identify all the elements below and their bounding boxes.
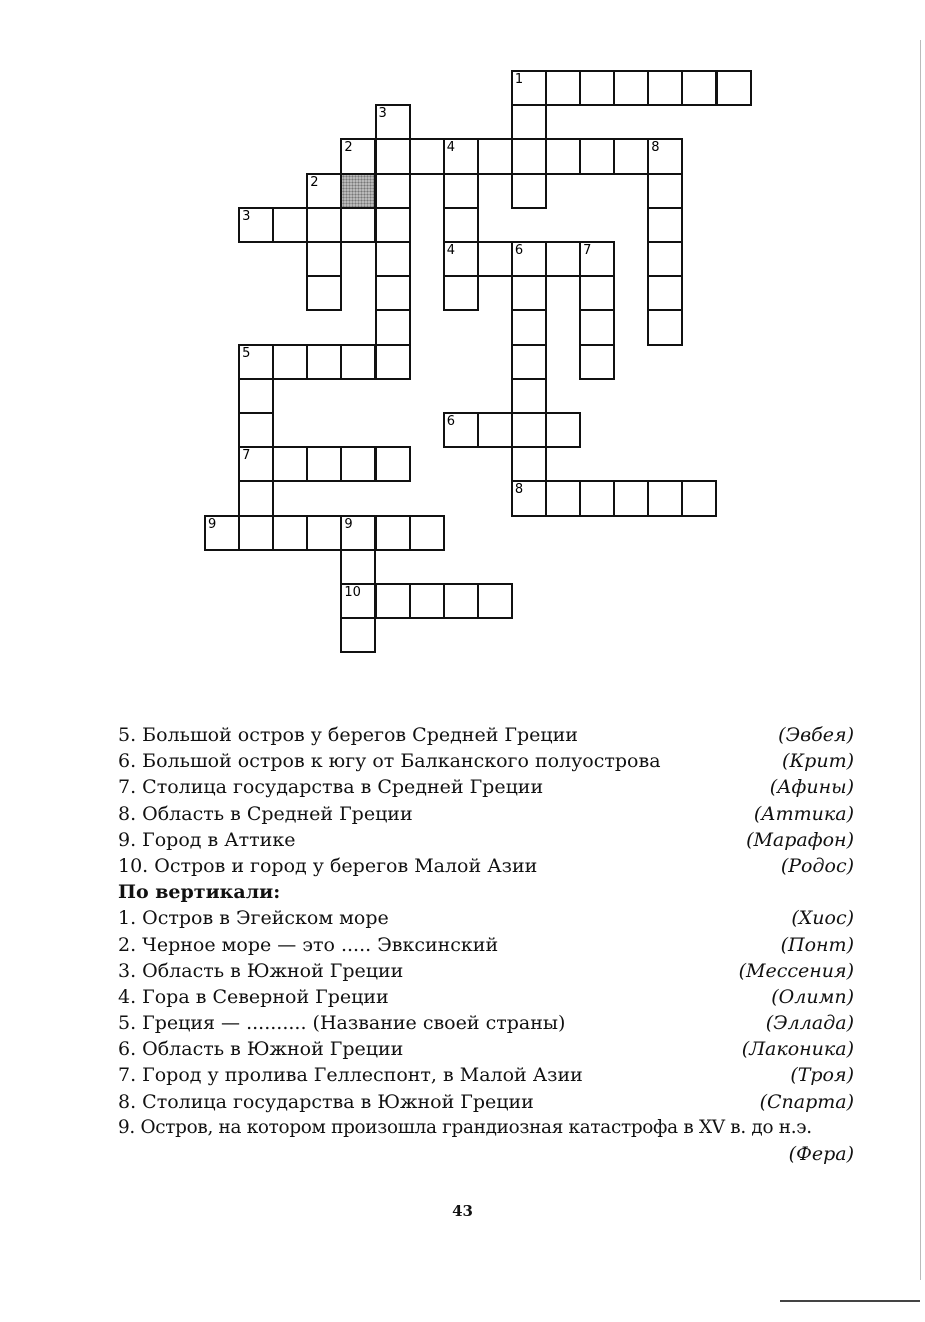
grid-cell <box>579 480 615 516</box>
clue-text: 1. Остров в Эгейском море <box>118 907 389 930</box>
grid-cell <box>340 446 376 482</box>
clue-text: 3. Область в Южной Греции <box>118 959 404 982</box>
grid-cell <box>443 583 479 619</box>
grid-cell <box>340 207 376 243</box>
grid-cell <box>443 207 479 243</box>
grid-cell <box>511 480 547 516</box>
grid-cell <box>579 275 615 311</box>
shaded-cell <box>340 173 376 209</box>
grid-cell <box>511 104 547 140</box>
grid-cell <box>340 138 376 174</box>
grid-cell <box>238 480 274 516</box>
grid-cell <box>613 138 649 174</box>
grid-cell <box>477 241 513 277</box>
clue-number: 8 <box>651 140 660 156</box>
grid-cell <box>238 344 274 380</box>
clue-across-8 <box>118 801 858 827</box>
clue-text: 6. Большой остров к югу от Балканского полуострова <box>118 750 661 773</box>
grid-cell <box>306 515 342 551</box>
grid-cell <box>579 309 615 345</box>
grid-cell <box>375 207 411 243</box>
clue-number: 8 <box>514 482 524 498</box>
clue-number: 7 <box>242 448 251 464</box>
clue-answer: (Эллада) <box>765 1012 854 1035</box>
grid-cell <box>306 446 342 482</box>
grid-cell <box>443 241 479 277</box>
grid-cell <box>443 138 479 174</box>
grid-cell <box>579 241 615 277</box>
clue-text: 4. Гора в Северной Греции <box>118 985 389 1008</box>
grid-cell <box>613 70 649 106</box>
grid-cell <box>511 412 547 448</box>
grid-cell <box>511 241 547 277</box>
clue-text: 5. Греция — .......... (Название своей страны) <box>118 1012 566 1035</box>
grid-cell <box>375 138 411 174</box>
grid-cell <box>647 275 683 311</box>
clue-down-6 <box>118 1036 858 1062</box>
clue-number: 6 <box>514 243 524 258</box>
clue-text: 10. Остров и город у берегов Малой Азии <box>118 854 538 877</box>
grid-cell <box>681 480 717 516</box>
clue-answer: (Марафон) <box>746 828 854 851</box>
clue-number: 7 <box>583 243 592 258</box>
clue-number: 6 <box>446 414 455 429</box>
clue-across-9 <box>118 827 858 853</box>
clue-number: 9 <box>344 516 353 532</box>
grid-cell <box>545 412 581 448</box>
grid-cell <box>272 515 308 551</box>
clue-down-9 <box>118 1115 858 1141</box>
grid-cell <box>375 104 411 140</box>
grid-cell <box>375 583 411 619</box>
grid-cell <box>681 70 717 106</box>
clue-across-6 <box>118 748 858 774</box>
grid-cell <box>340 549 376 585</box>
grid-cell <box>409 515 445 551</box>
grid-cell <box>511 275 547 311</box>
grid-cell <box>647 480 683 516</box>
clue-across-5 <box>118 722 858 748</box>
clue-down-1 <box>118 905 858 931</box>
grid-cell <box>579 138 615 174</box>
clue-number: 2 <box>344 140 353 156</box>
clue-down-4 <box>118 984 858 1010</box>
grid-cell <box>545 70 581 106</box>
clue-answer: (Афины) <box>769 776 854 799</box>
grid-cell <box>306 344 342 380</box>
clue-across-7 <box>118 774 858 800</box>
clue-answer: (Родос) <box>780 854 854 877</box>
grid-cell <box>477 583 513 619</box>
clue-number: 3 <box>378 106 387 122</box>
clue-number: 4 <box>446 140 455 156</box>
grid-cell <box>306 207 342 243</box>
clue-answer: (Олимп) <box>771 985 854 1008</box>
grid-cell <box>443 412 479 448</box>
clue-answer: (Спарта) <box>759 1090 854 1113</box>
clue-answer: (Эвбея) <box>778 724 854 746</box>
clue-number: 5 <box>242 345 251 361</box>
down-heading <box>118 879 858 905</box>
grid-cell <box>238 207 274 243</box>
grid-cell <box>375 515 411 551</box>
clue-down-7 <box>118 1062 858 1088</box>
grid-cell <box>647 241 683 277</box>
grid-cell <box>375 173 411 209</box>
clue-answer: (Фера) <box>788 1143 854 1165</box>
grid-cell <box>545 480 581 516</box>
grid-cell <box>443 173 479 209</box>
clue-number: 3 <box>242 208 251 224</box>
grid-cell <box>511 344 547 380</box>
grid-cell <box>443 275 479 311</box>
grid-cell <box>340 515 376 551</box>
grid-cell <box>511 70 547 106</box>
grid-cell <box>340 344 376 380</box>
grid-cell <box>579 344 615 380</box>
clue-text: 2. Черное море — это ..... Эвксинский <box>118 933 499 956</box>
grid-cell <box>238 412 274 448</box>
clue-down-9-answer <box>118 1141 858 1167</box>
grid-cell <box>272 207 308 243</box>
grid-cell <box>306 241 342 277</box>
grid-cell <box>511 138 547 174</box>
clue-text: 8. Область в Средней Греции <box>118 802 413 825</box>
bottom-rule <box>780 1300 920 1302</box>
grid-cell <box>511 446 547 482</box>
grid-cell <box>238 378 274 414</box>
clue-down-5 <box>118 1010 858 1036</box>
grid-cell <box>647 138 683 174</box>
grid-cell <box>238 446 274 482</box>
page-number: 43 <box>452 1202 473 1220</box>
grid-cell <box>511 173 547 209</box>
grid-cell <box>647 173 683 209</box>
grid-cell <box>511 309 547 345</box>
grid-cell <box>340 617 376 653</box>
clue-list <box>118 722 858 1167</box>
clue-number: 1 <box>514 72 524 87</box>
grid-cell <box>375 344 411 380</box>
grid-cell <box>613 480 649 516</box>
clue-text: 6. Область в Южной Греции <box>118 1038 404 1061</box>
grid-cell <box>204 515 240 551</box>
clue-text: 9. Остров, на котором произошла грандиозная катастрофа в XV в. до н.э. <box>118 1116 812 1138</box>
grid-cell <box>375 275 411 311</box>
grid-cell <box>238 515 274 551</box>
clue-text: 8. Столица государства в Южной Греции <box>118 1090 534 1113</box>
grid-cell <box>477 412 513 448</box>
heading-text: По вертикали: <box>118 881 281 904</box>
grid-cell <box>375 309 411 345</box>
clue-number: 2 <box>310 174 319 190</box>
grid-cell <box>647 70 683 106</box>
grid-cell <box>375 241 411 277</box>
clue-answer: (Троя) <box>790 1064 854 1087</box>
page-edge-line <box>920 40 921 1280</box>
clue-down-8 <box>118 1089 858 1115</box>
grid-cell <box>306 275 342 311</box>
clue-text: 7. Город у пролива Геллеспонт, в Малой Азии <box>118 1064 583 1087</box>
grid-cell <box>545 138 581 174</box>
grid-cell <box>716 70 752 106</box>
grid-cell <box>545 241 581 277</box>
clue-number: 9 <box>208 516 217 532</box>
grid-cell <box>272 344 308 380</box>
clue-text: 9. Город в Аттике <box>118 828 296 851</box>
clue-down-3 <box>118 958 858 984</box>
clue-across-10 <box>118 853 858 879</box>
grid-cell <box>375 446 411 482</box>
grid-cell <box>340 583 376 619</box>
clue-answer: (Аттика) <box>753 802 854 825</box>
grid-cell <box>409 138 445 174</box>
clue-answer: (Понт) <box>780 933 854 956</box>
grid-cell <box>511 378 547 414</box>
grid-cell <box>272 446 308 482</box>
grid-cell <box>306 173 342 209</box>
clue-answer: (Крит) <box>782 750 854 773</box>
clue-number: 10 <box>344 585 361 600</box>
clue-text: 7. Столица государства в Средней Греции <box>118 776 544 799</box>
clue-answer: (Лаконика) <box>741 1038 854 1061</box>
clue-number: 4 <box>446 243 455 258</box>
grid-cell <box>409 583 445 619</box>
clue-answer: (Мессения) <box>738 959 854 982</box>
grid-cell <box>647 207 683 243</box>
clue-down-2 <box>118 932 858 958</box>
grid-cell <box>579 70 615 106</box>
grid-cell <box>647 309 683 345</box>
clue-answer: (Хиос) <box>791 907 854 930</box>
grid-cell <box>477 138 513 174</box>
clue-text: 5. Большой остров у берегов Средней Греции <box>118 724 578 746</box>
